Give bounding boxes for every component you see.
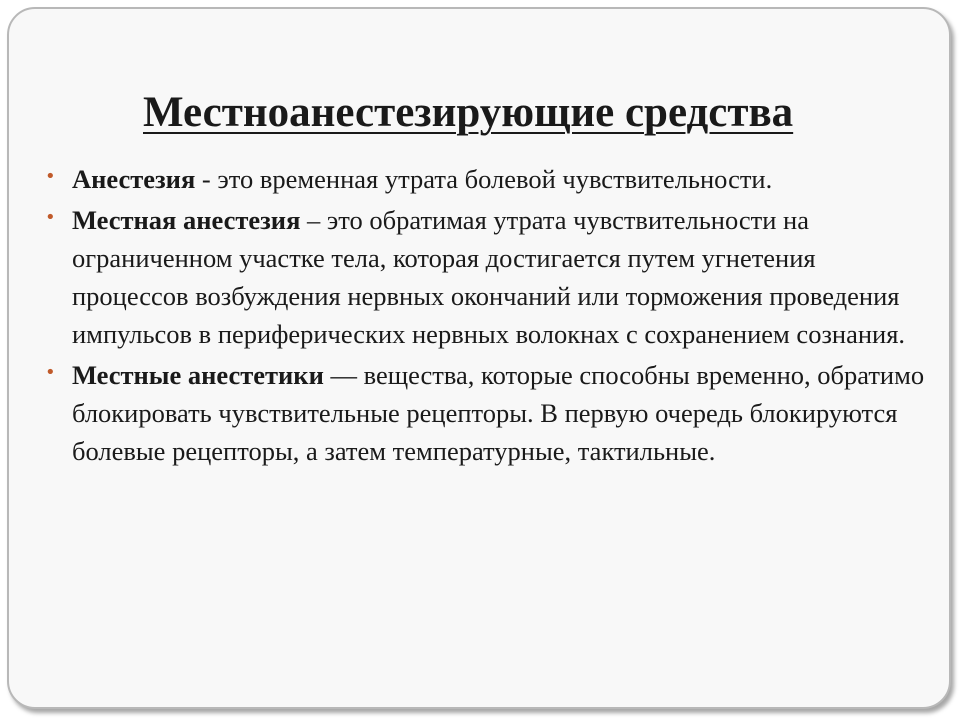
bullet-item-local-anesthesia bbox=[45, 201, 932, 353]
bullet-item-local-anesthetics bbox=[45, 356, 932, 470]
bullet-dot-icon: • bbox=[45, 362, 56, 383]
bullet-text: – это обратимая утрата чувствительности на ограниченном участке тела, которая достигается путем угнетения процессов возбуждения нервных окончаний или торможения проведения импульсов в периферических нервных волокнах с сохранением сознания. bbox=[72, 205, 906, 349]
bullet-term: Местная анестезия bbox=[72, 205, 301, 235]
bullet-text: - это временная утрата болевой чувствительности. bbox=[195, 164, 773, 194]
bullet-item-anesthesia bbox=[45, 160, 932, 198]
bullet-text: — вещества, которые способны временно, обратимо блокировать чувствительные рецепторы. В первую очередь блокируются болевые рецепторы, а затем температурные, тактильные. bbox=[72, 360, 925, 466]
bullet-term: Местные анестетики bbox=[72, 360, 324, 390]
slide-title: Местноанестезирующие средства bbox=[143, 89, 794, 136]
bullet-term: Анестезия bbox=[72, 164, 196, 194]
bullet-dot-icon: • bbox=[45, 207, 56, 228]
bullet-list bbox=[45, 160, 932, 473]
bullet-dot-icon: • bbox=[45, 166, 56, 187]
